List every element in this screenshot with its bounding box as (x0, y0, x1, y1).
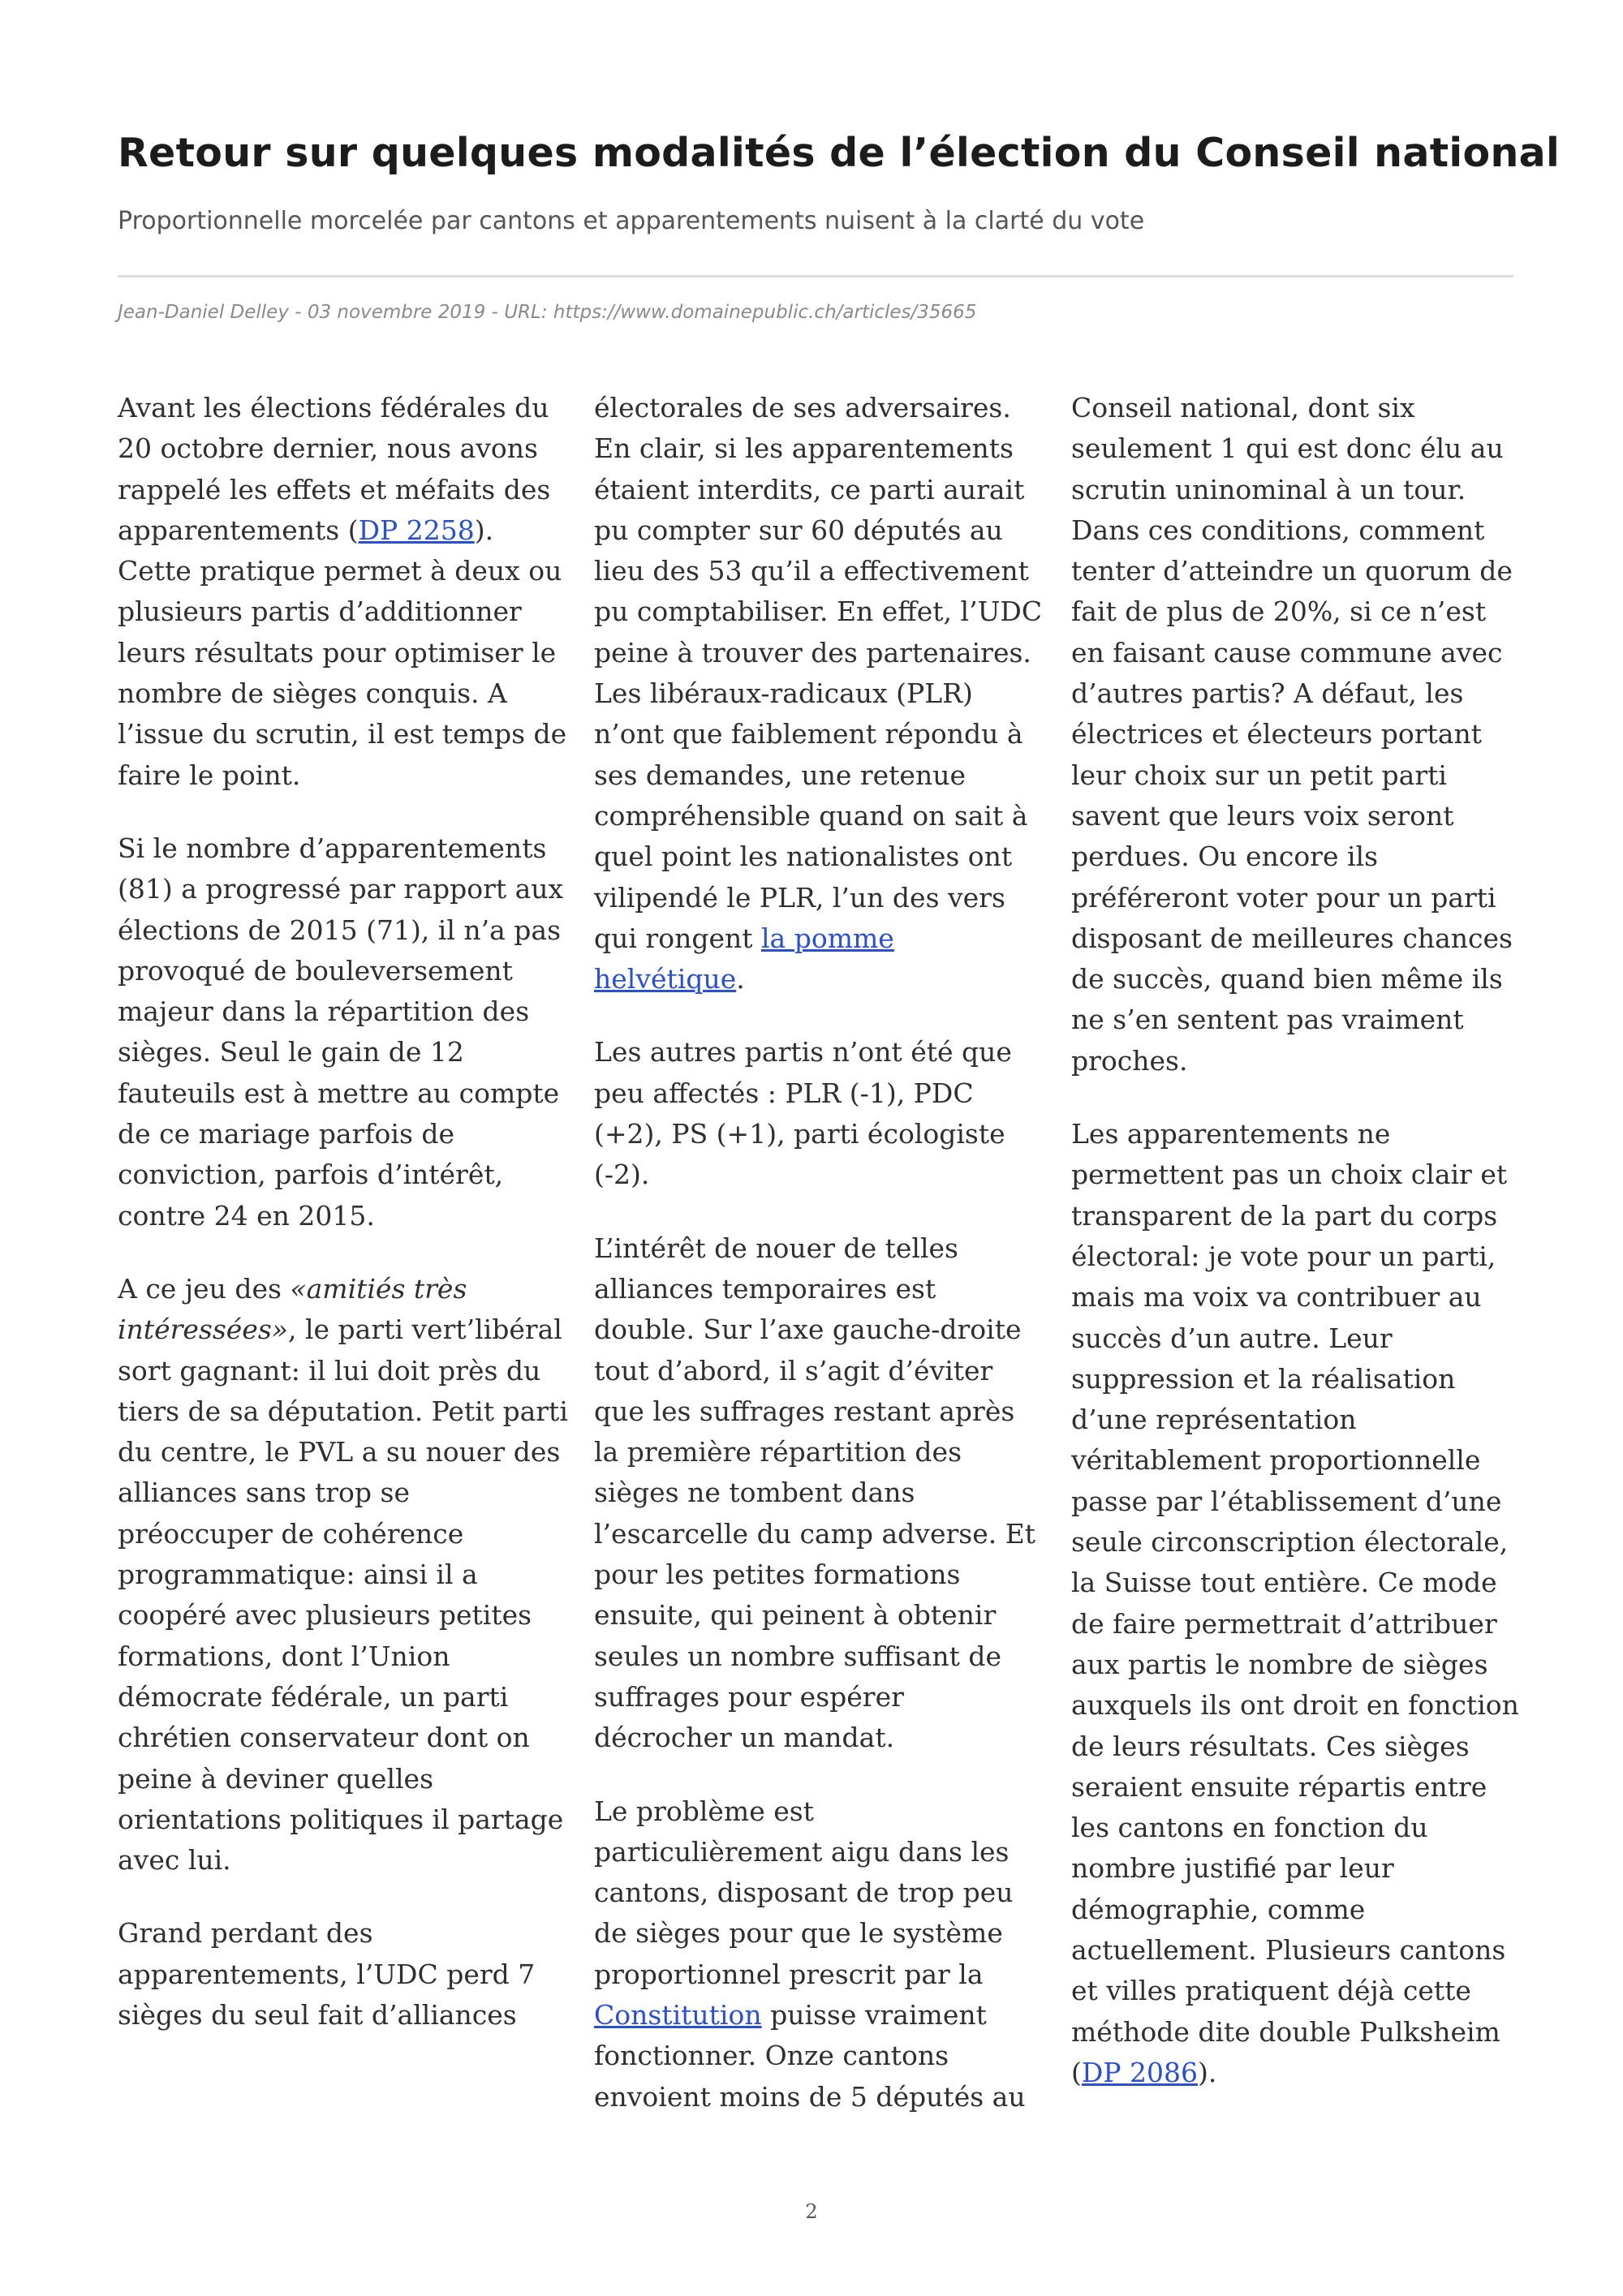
paragraph-5: Les autres partis n’ont été que peu affectés : PLR (-1), PDC (+2), PS (+1), parti écologiste (-2). (594, 1036, 1012, 1191)
page-number: 2 (805, 2200, 818, 2223)
header-divider (118, 275, 1513, 277)
paragraph-2: Si le nombre d’apparentements (81) a progressé par rapport aux élections de 2015 (71), il n’a pas provoqué de bouleversement majeur dans la répartition des sièges. Seul le gain de 12 fauteuils est à mettre au compte de ce mariage parfois de conviction, parfois d’intérêt, contre 24 en 2015. (118, 832, 564, 1232)
paragraph-8: Les apparentements ne permettent pas un choix clair et transparent de la part du corps électoral: je vote pour un parti, mais ma voix va contribuer au succès d’un autre. Leur suppression et la réalisation d’une représentation véritablement proportionnelle passe par l’établissement d’une seule circonscription électorale, la Suisse tout entière. Ce mode de faire permettrait d’attribuer aux partis le nombre de sièges auxquels ils ont droit en fonction de leurs résultats. Ces sièges seraient ensuite répartis entre les cantons en fonction du nombre justifié par leur démographie, comme actuellement. Plusieurs cantons et villes pratiquent déjà cette méthode dite double Pulksheim (DP 2086). (1071, 1118, 1519, 2088)
article-meta: Jean-Daniel Delley - 03 novembre 2019 - URL: https://www.domainepublic.ch/articles/35665 (118, 302, 977, 323)
link-dp-2086[interactable]: DP 2086 (1081, 2056, 1199, 2088)
article-title: Retour sur quelques modalités de l’élection du Conseil national (118, 130, 1561, 176)
paragraph-6: L’intérêt de nouer de telles alliances temporaires est double. Sur l’axe gauche-droite tout d’abord, il s’agit d’éviter que les suffrages restant après la première répartition des sièges ne tombent dans l’escarcelle du camp adverse. Et pour les petites formations ensuite, qui peinent à obtenir seules un nombre suffisant de suffrages pour espérer décrocher un mandat. (594, 1232, 1036, 1754)
article-subtitle: Proportionnelle morcelée par cantons et apparentements nuisent à la clarté du vote (118, 207, 1145, 235)
paragraph-7-end: Conseil national, dont six seulement 1 qui est donc élu au scrutin uninominal à un tour. Dans ces conditions, comment tenter d’atteindre un quorum de fait de plus de 20%, si ce n’est en faisant cause commune avec d’autres partis? A défaut, les électrices et électeurs portant leur choix sur un petit parti savent que leurs voix seront perdues. Ou encore ils préféreront voter pour un parti disposant de meilleures chances de succès, quand bien même ils ne s’en sentent pas vraiment proches. (1071, 392, 1513, 1077)
paragraph-4-end: électorales de ses adversaires. En clair, si les apparentements étaient interdits, ce parti aurait pu compter sur 60 députés au lieu des 53 qu’il a effectivement pu comptabiliser. En effet, l’UDC peine à trouver des partenaires. Les libéraux-radicaux (PLR) n’ont que faiblement répondu à ses demandes, une retenue compréhensible quand on sait à quel point les nationalistes ont vilipendé le PLR, l’un des vers qui rongent la pomme helvétique. (594, 392, 1043, 995)
paragraph-4-start: Grand perdant des apparentements, l’UDC perd 7 sièges du seul fait d’alliances (118, 1917, 536, 2031)
paragraph-1: Avant les élections fédérales du 20 octobre dernier, nous avons rappelé les effets et méfaits des apparentements (DP 2258). Cette pratique permet à deux ou plusieurs partis d’additionner leurs résultats pour optimiser le nombre de sièges conquis. A l’issue du scrutin, il est temps de faire le point. (118, 392, 567, 791)
link-pomme-helvetique[interactable]: la pomme helvétique (594, 922, 894, 995)
link-dp-2258[interactable]: DP 2258 (358, 514, 475, 546)
paragraph-7-start: Le problème est particulièrement aigu dans les cantons, disposant de trop peu de sièges pour que le système proportionnel prescrit par la Constitution puisse vraiment fonctionner. Onze cantons envoient moins de 5 députés au (594, 1795, 1026, 2113)
link-constitution[interactable]: Constitution (594, 1998, 762, 2031)
text-column-2 (594, 388, 1044, 2150)
quote-emphasis: «amitiés très intéressées» (118, 1272, 467, 1346)
text-column-3 (1071, 388, 1522, 2126)
text-column-1 (118, 388, 568, 2068)
paragraph-3: A ce jeu des «amitiés très intéressées», le parti vert’libéral sort gagnant: il lui doit près du tiers de sa députation. Petit parti du centre, le PVL a su nouer des alliances sans trop se préoccuper de cohérence programmatique: ainsi il a coopéré avec plusieurs petites formations, dont l’Union démocrate fédérale, un parti chrétien conservateur dont on peine à deviner quelles orientations politiques il partage avec lui. (118, 1272, 568, 1877)
